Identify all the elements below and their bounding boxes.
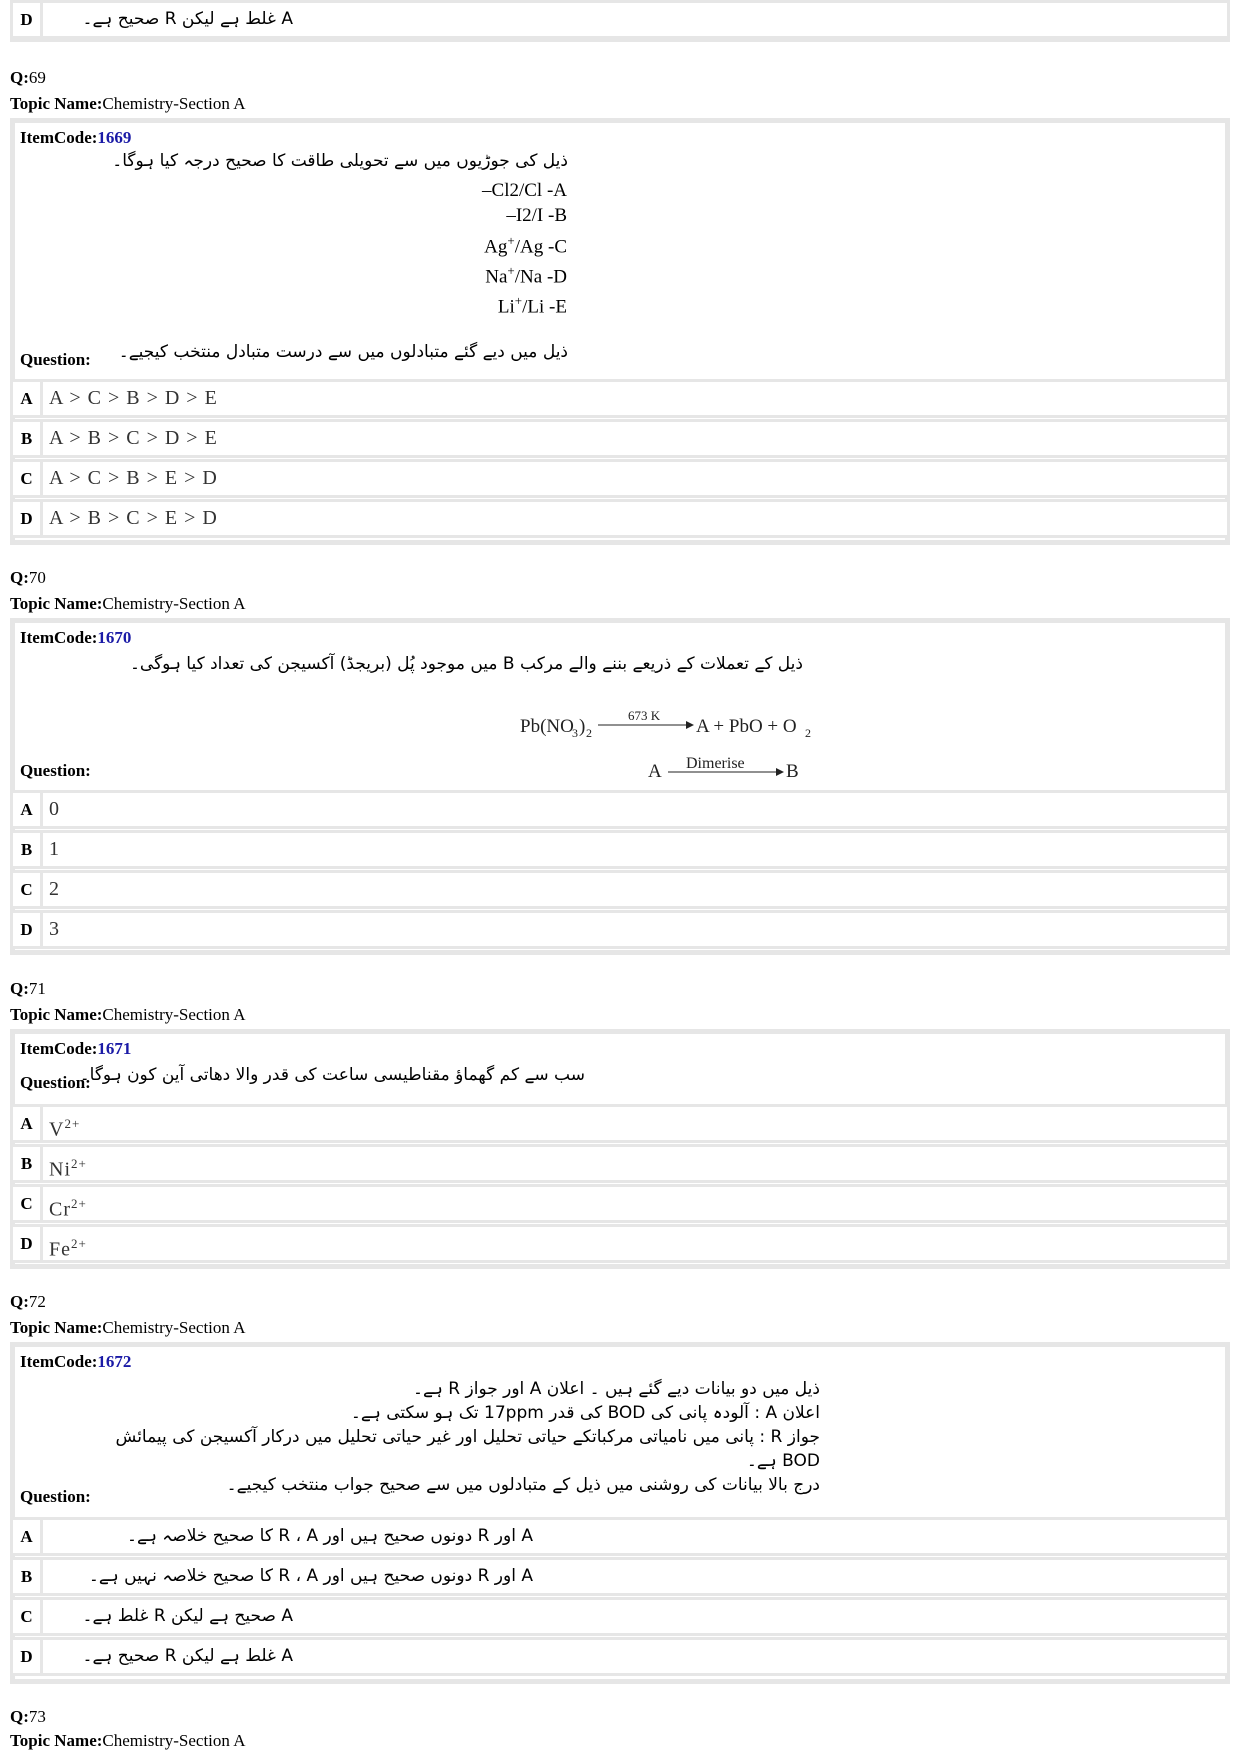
option-text: $Fe^{2+}$	[49, 1236, 87, 1261]
option-text: A > B > C > E > D	[49, 507, 218, 529]
question-label: Question:	[20, 761, 91, 780]
svg-text:B: B	[786, 761, 799, 782]
topic-name: Topic Name:Chemistry-Section A	[10, 1318, 246, 1337]
option-letter: A	[13, 793, 43, 826]
option-d[interactable]	[10, 1637, 1230, 1676]
prev-option-d[interactable]	[10, 0, 1230, 39]
option-a[interactable]	[10, 1104, 1230, 1143]
item-code: ItemCode:1672	[20, 1352, 132, 1371]
statement-line: BOD ہے۔	[746, 1451, 820, 1471]
option-b[interactable]	[10, 830, 1230, 869]
option-letter: C	[13, 873, 43, 906]
option-text: $Cr^{2+}$	[49, 1196, 87, 1221]
option-b[interactable]	[10, 419, 1230, 458]
option-letter: C	[13, 1187, 43, 1220]
option-text: 2	[49, 878, 60, 900]
option-a[interactable]	[10, 379, 1230, 418]
option-letter: C	[13, 462, 43, 495]
question-label: Question:	[20, 1073, 91, 1092]
option-letter: B	[13, 1560, 43, 1593]
option-text: A > B > C > D > E	[49, 427, 218, 449]
question-number: Q:70	[10, 568, 46, 587]
option-c[interactable]	[10, 1184, 1230, 1223]
question-number: Q:69	[10, 68, 46, 87]
statement-line: ذیل میں دو بیانات دیے گئے ہیں ۔ اعلان A اور جواز R ہے۔	[413, 1379, 820, 1399]
option-d[interactable]	[10, 910, 1230, 949]
pair-c: Ag+/Ag -C	[484, 233, 567, 258]
svg-text:Dimerise: Dimerise	[686, 755, 745, 772]
question-number: Q:71	[10, 979, 46, 998]
svg-text:673 K: 673 K	[628, 708, 661, 723]
topic-name: Topic Name:Chemistry-Section A	[10, 594, 246, 613]
option-text: 1	[49, 838, 60, 860]
svg-text:2: 2	[586, 726, 592, 740]
question-text: ذیل میں دیے گئے متبادلوں میں سے درست متبادل منتخب کیجیے۔	[118, 342, 568, 362]
svg-text:Pb(NO: Pb(NO	[520, 716, 574, 737]
svg-text:2: 2	[805, 726, 811, 740]
option-a[interactable]	[10, 1517, 1230, 1556]
item-code: ItemCode:1671	[20, 1039, 132, 1058]
option-text: A غلط ہے لیکن R صحیح ہے۔	[82, 9, 293, 29]
item-code: ItemCode:1669	[20, 128, 132, 147]
item-code: ItemCode:1670	[20, 628, 132, 647]
option-text: $Ni^{2+}$	[49, 1156, 87, 1181]
option-c[interactable]	[10, 459, 1230, 498]
topic-name: Topic Name:Chemistry-Section A	[10, 1005, 246, 1024]
question-text: سب سے کم گھماؤ مقناطیسی ساعت کی قدر والا دھاتی آین کون ہوگا۔	[79, 1065, 585, 1085]
option-c[interactable]	[10, 870, 1230, 909]
option-b[interactable]	[10, 1557, 1230, 1596]
svg-text:A + PbO + O: A + PbO + O	[696, 716, 797, 737]
topic-name: Topic Name:Chemistry-Section A	[10, 1731, 246, 1750]
option-letter: D	[13, 1227, 43, 1260]
option-text: A > C > B > E > D	[49, 467, 218, 489]
option-text: A غلط ہے لیکن R صحیح ہے۔	[82, 1646, 293, 1666]
reaction-equations	[500, 700, 820, 790]
pair-b: –I2/I -B	[506, 205, 567, 226]
option-letter: B	[13, 833, 43, 866]
statement-line: جواز R : پانی میں نامیاتی مرکباتکے حیاتی تحلیل اور غیر حیاتی تحلیل میں درکار آکسیجن کی پیمائش	[115, 1427, 820, 1447]
svg-text:): )	[579, 716, 586, 737]
svg-text:3: 3	[572, 726, 578, 740]
option-text: 3	[49, 918, 60, 940]
option-text: A اور R دونوں صحیح ہیں اور R ، A کا صحیح خلاصہ نہیں ہے۔	[88, 1566, 533, 1586]
option-letter: B	[13, 422, 43, 455]
option-letter: B	[13, 1147, 43, 1180]
option-letter: C	[13, 1600, 43, 1633]
option-letter: A	[13, 382, 43, 415]
statement-line: درج بالا بیانات کی روشنی میں ذیل کے متبادلوں میں سے صحیح جواب منتخب کیجیے۔	[226, 1475, 820, 1495]
option-text: $V^{2+}$	[49, 1116, 81, 1141]
option-letter: D	[13, 913, 43, 946]
pair-e: Li+/Li -E	[497, 293, 567, 318]
question-stem: ذیل کے تعملات کے ذریعے بننے والے مرکب B میں موجود پُل (بریجڈ) آکسیجن کی تعداد کیا ہوگی۔	[129, 654, 803, 674]
statement-line: اعلان A : آلودہ پانی کی BOD کی قدر 17ppm تک ہو سکتی ہے۔	[350, 1403, 820, 1423]
option-text: A > C > B > D > E	[49, 387, 218, 409]
option-b[interactable]	[10, 1144, 1230, 1183]
option-a[interactable]	[10, 790, 1230, 829]
option-d[interactable]	[10, 1224, 1230, 1263]
option-text: A اور R دونوں صحیح ہیں اور R ، A کا صحیح خلاصہ ہے۔	[127, 1526, 533, 1546]
question-stem: ذیل کی جوڑیوں میں سے تحویلی طاقت کا صحیح درجہ کیا ہوگا۔	[112, 151, 568, 171]
option-c[interactable]	[10, 1597, 1230, 1636]
pair-a: –Cl2/Cl -A	[482, 180, 567, 201]
question-number: Q:73	[10, 1707, 46, 1726]
question-number: Q:72	[10, 1292, 46, 1311]
question-label: Question:	[20, 1487, 91, 1506]
svg-text:A: A	[648, 761, 662, 782]
option-letter: A	[13, 1520, 43, 1553]
option-text: 0	[49, 798, 60, 820]
pair-d: Na+/Na -D	[485, 263, 567, 288]
option-letter: D	[13, 1640, 43, 1673]
question-label: Question:	[20, 350, 91, 369]
topic-name: Topic Name:Chemistry-Section A	[10, 94, 246, 113]
option-letter: A	[13, 1107, 43, 1140]
option-letter: D	[13, 3, 43, 36]
option-d[interactable]	[10, 499, 1230, 538]
option-letter: D	[13, 502, 43, 535]
option-text: A صحیح ہے لیکن R غلط ہے۔	[82, 1606, 293, 1626]
